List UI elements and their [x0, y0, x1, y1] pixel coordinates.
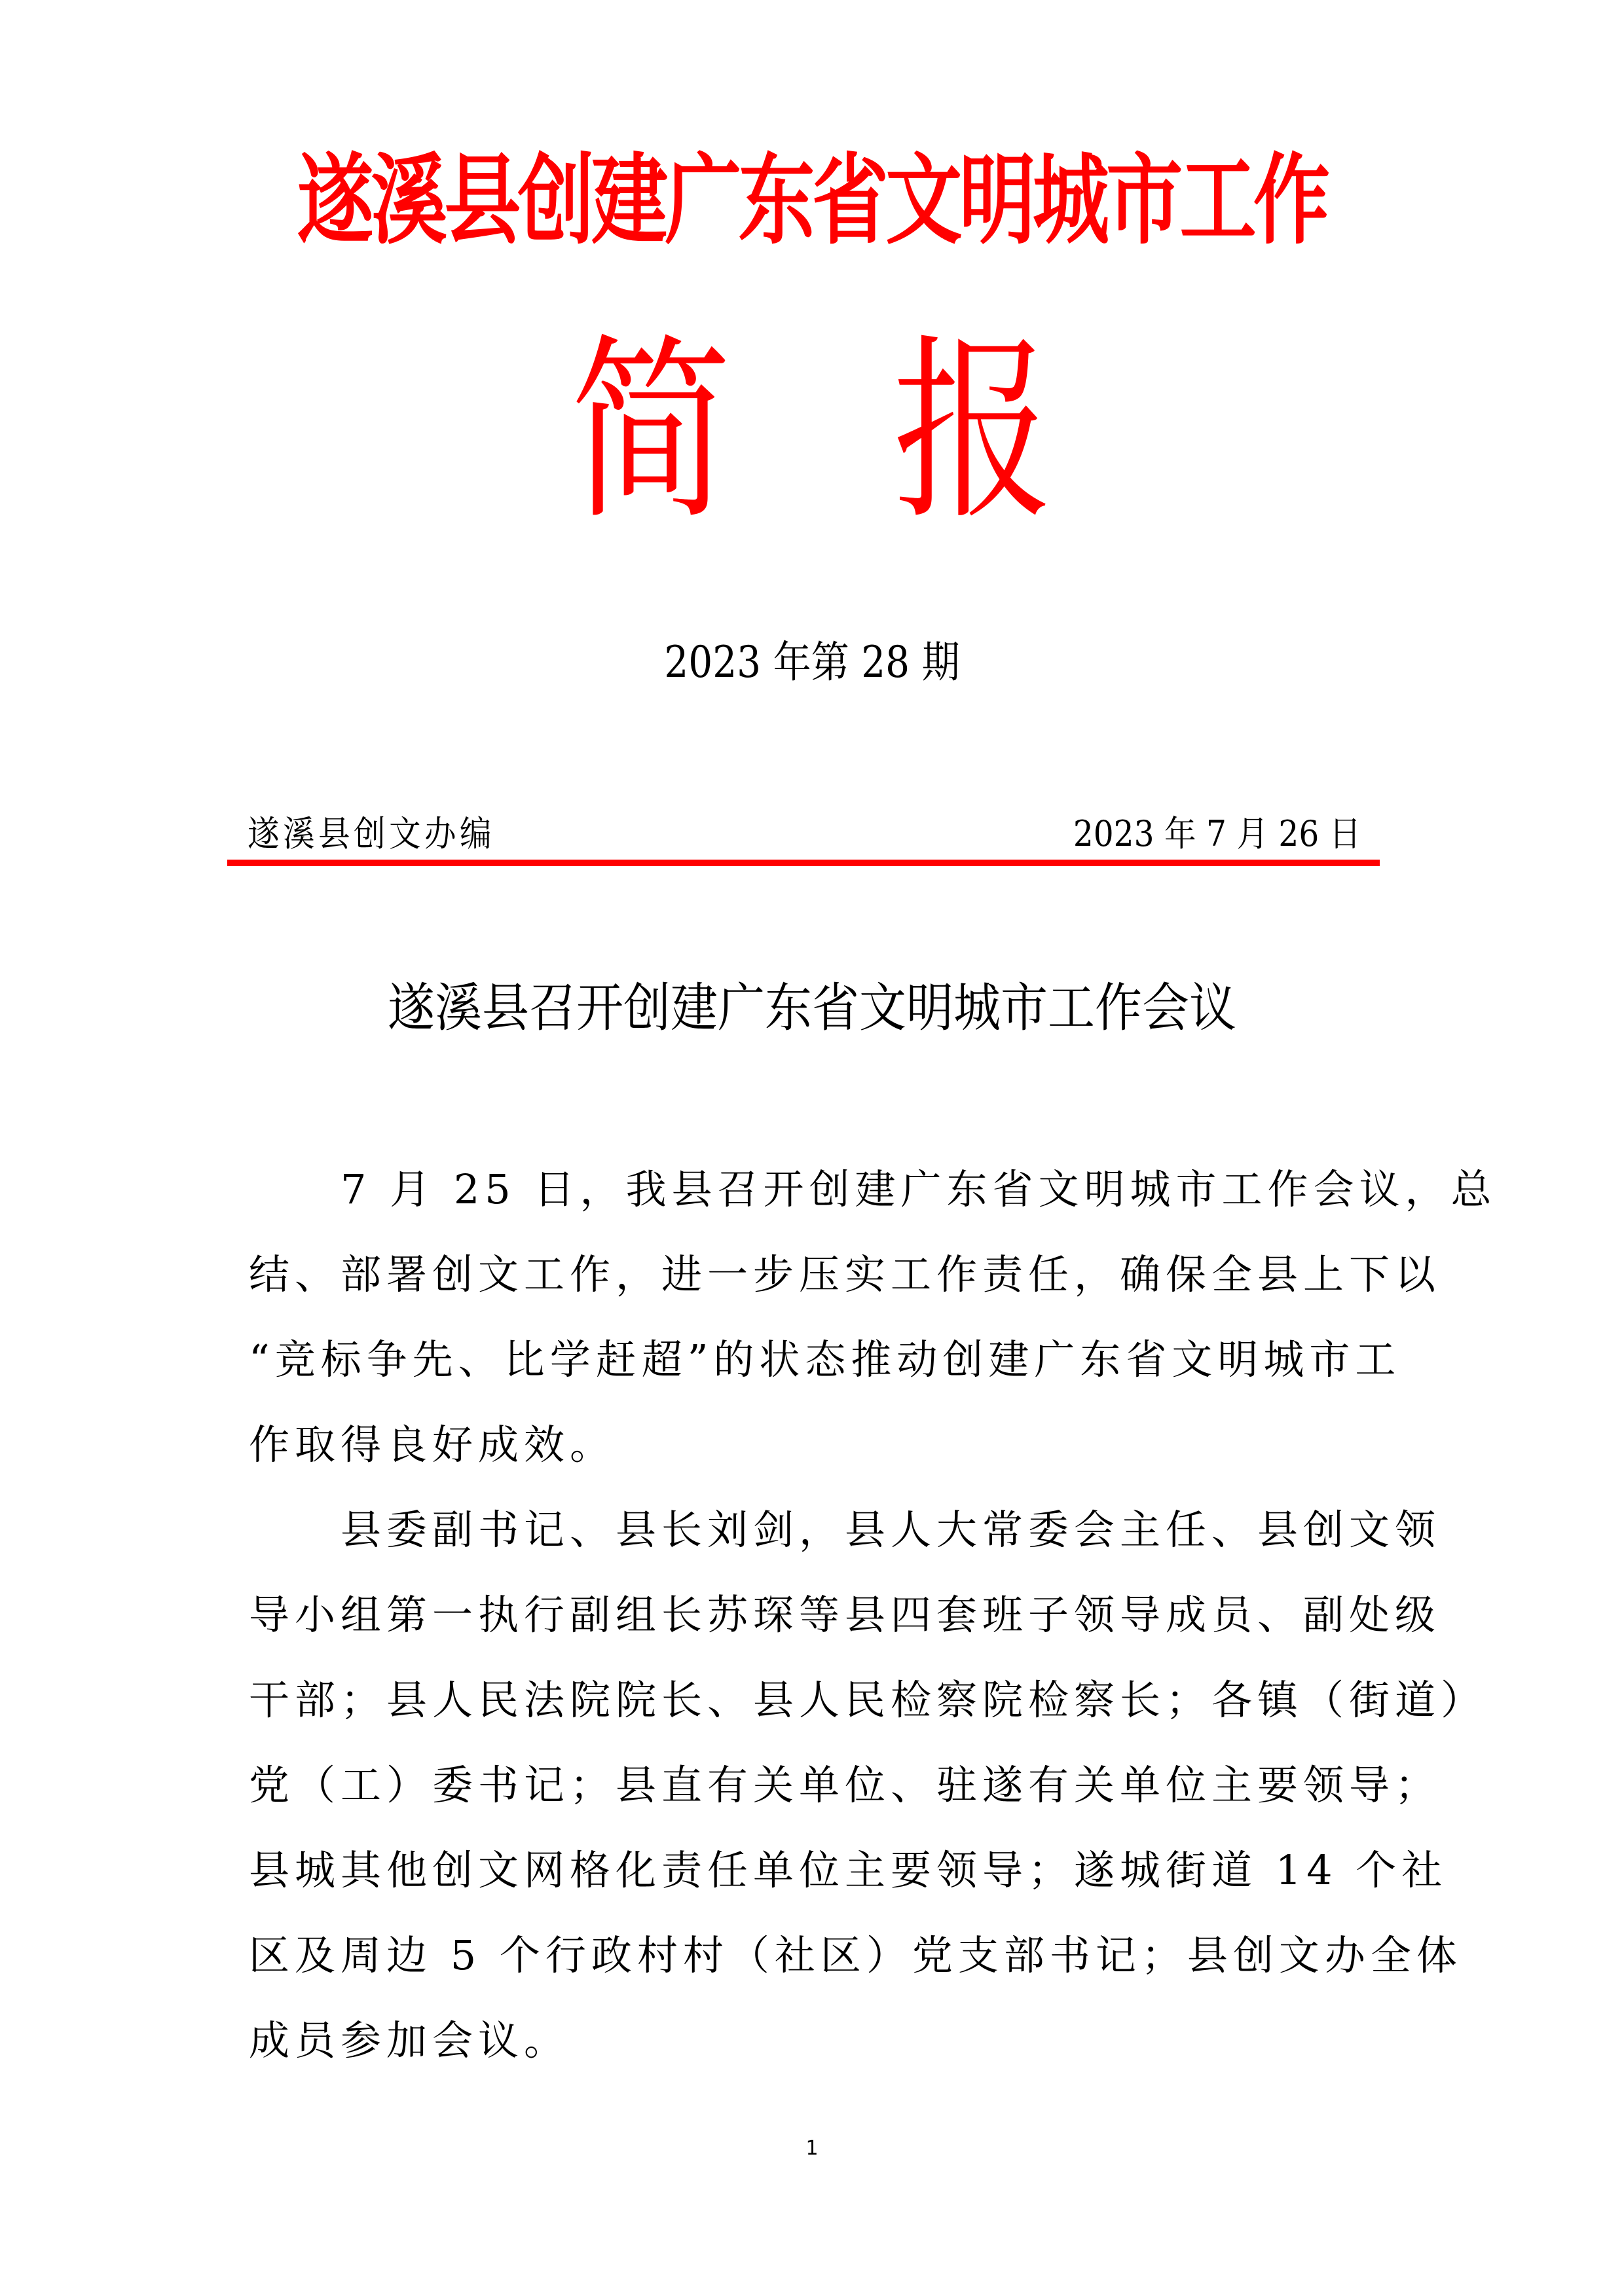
- article-body: [249, 1147, 1497, 2083]
- paragraph-line: 7 月 25 日，我县召开创建广东省文明城市工作会议，总: [341, 1165, 1497, 1213]
- paragraph-line: 干部；县人民法院院长、县人民检察院检察长；各镇（街道）: [249, 1676, 1487, 1724]
- paragraph-1: [249, 1147, 1497, 1487]
- paragraph-line: 县城其他创文网格化责任单位主要领导；遂城街道 14 个社: [249, 1846, 1448, 1894]
- page-number: 1: [805, 2137, 819, 2160]
- article-headline: 遂溪县召开创建广东省文明城市工作会议: [388, 977, 1236, 1038]
- masthead-title: 遂溪县创建广东省文明城市工作: [297, 144, 1327, 258]
- paragraph-line: 成员参加会议。: [249, 2016, 570, 2064]
- paragraph-line: 区及周边 5 个行政村村（社区）党支部书记；县创文办全体: [249, 1931, 1462, 1979]
- paragraph-line: 县委副书记、县长刘剑，县人大常委会主任、县创文领: [341, 1506, 1441, 1554]
- masthead-subtitle: [146, 318, 1478, 546]
- paragraph-line: 导小组第一执行副组长苏琛等县四套班子领导成员、副处级: [249, 1591, 1441, 1639]
- issue-number: 2023 年第 28 期: [664, 637, 960, 687]
- editor-label: 遂溪县创文办编: [248, 813, 495, 854]
- publish-date: 2023 年 7 月 26 日: [1073, 813, 1361, 854]
- masthead-subtitle-char-2: 报: [893, 318, 1054, 546]
- red-divider-rule: [227, 860, 1380, 866]
- meta-row: [248, 811, 1361, 858]
- paragraph-line: 作取得良好成效。: [249, 1421, 616, 1468]
- masthead-subtitle-char-1: 简: [570, 318, 731, 546]
- paragraph-line: 党（工）委书记；县直有关单位、驻遂有关单位主要领导；: [249, 1761, 1441, 1809]
- paragraph-2: [249, 1487, 1487, 2083]
- paragraph-line: “竞标争先、比学赶超”的状态推动创建广东省文明城市工: [249, 1336, 1401, 1383]
- paragraph-line: 结、部署创文工作，进一步压实工作责任，确保全县上下以: [249, 1250, 1441, 1298]
